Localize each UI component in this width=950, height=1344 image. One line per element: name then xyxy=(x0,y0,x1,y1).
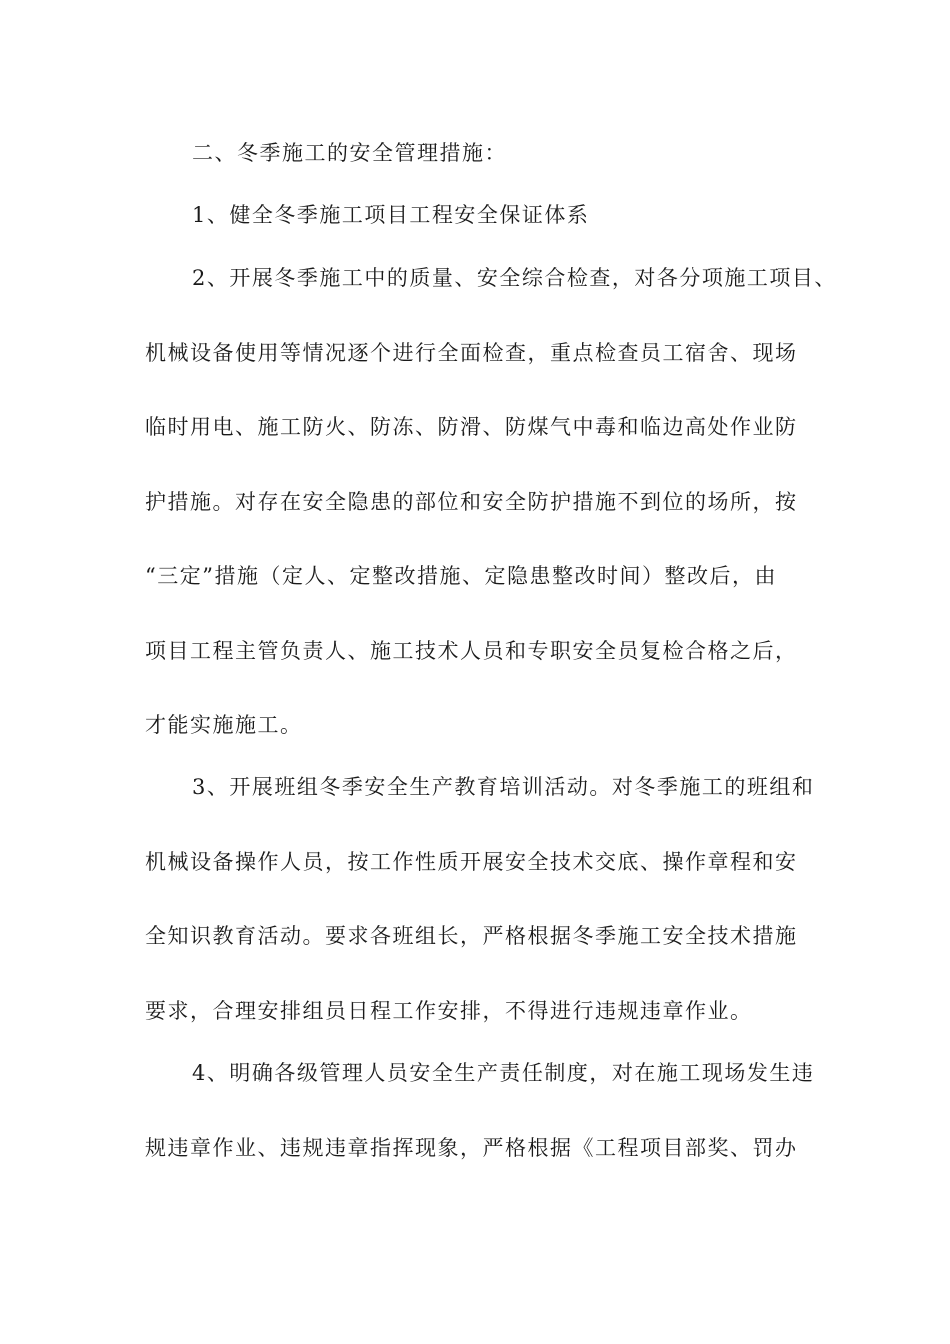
paragraph-2-line-2: 机械设备使用等情况逐个进行全面检查，重点检查员工宿舍、现场 xyxy=(145,341,798,365)
paragraph-3-line-1: 3、开展班组冬季安全生产教育培训活动。对冬季施工的班组和 xyxy=(192,775,815,799)
paragraph-2-line-6: 项目工程主管负责人、施工技术人员和专职安全员复检合格之后， xyxy=(145,639,798,663)
section-heading: 二、冬季施工的安全管理措施： xyxy=(192,141,507,165)
paragraph-2-line-4: 护措施。对存在安全隐患的部位和安全防护措施不到位的场所，按 xyxy=(145,490,798,514)
paragraph-3-line-2: 机械设备操作人员，按工作性质开展安全技术交底、操作章程和安 xyxy=(145,850,798,874)
paragraph-2-line-3: 临时用电、施工防火、防冻、防滑、防煤气中毒和临边高处作业防 xyxy=(145,415,798,439)
paragraph-3-line-3: 全知识教育活动。要求各班组长，严格根据冬季施工安全技术措施 xyxy=(145,924,798,948)
paragraph-4-line-1: 4、明确各级管理人员安全生产责任制度，对在施工现场发生违 xyxy=(192,1061,815,1085)
paragraph-1: 1、健全冬季施工项目工程安全保证体系 xyxy=(192,203,590,227)
paragraph-2-line-1: 2、开展冬季施工中的质量、安全综合检查，对各分项施工项目、 xyxy=(192,266,837,290)
paragraph-3-line-4: 要求，合理安排组员日程工作安排，不得进行违规违章作业。 xyxy=(145,999,753,1023)
paragraph-2-line-5: “三定”措施（定人、定整改措施、定隐患整改时间）整改后，由 xyxy=(145,564,777,588)
paragraph-4-line-2: 规违章作业、违规违章指挥现象，严格根据《工程项目部奖、罚办 xyxy=(145,1136,798,1160)
paragraph-2-line-7: 才能实施施工。 xyxy=(145,713,303,737)
